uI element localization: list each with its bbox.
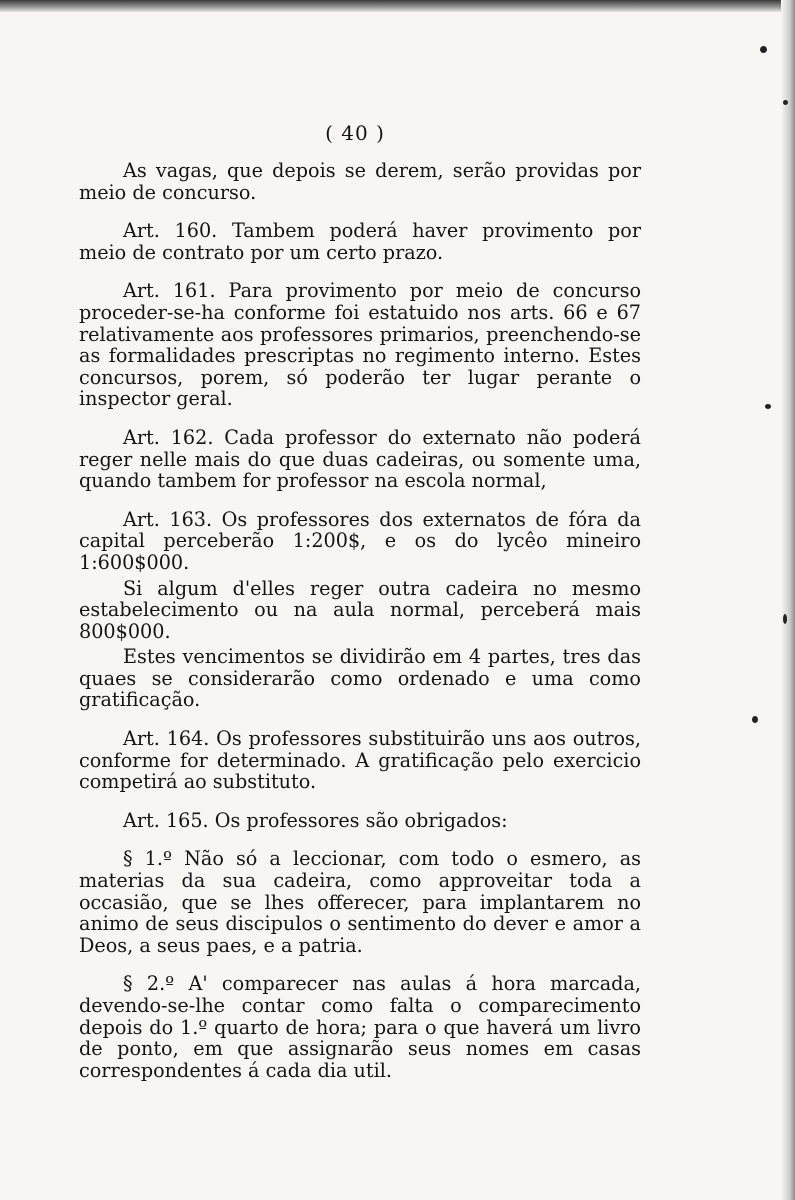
paragraph-art-161: Art. 161. Para provimento por meio de concurso proceder-se-ha conforme foi estatuido nos arts. 66 e 67 relativamente aos professores primarios, preenchendo-se as formalidades prescriptas no regimento interno. Estes concursos, porem, só poderão ter lugar perante o inspector geral. <box>79 279 641 411</box>
ink-speck <box>783 100 788 105</box>
paragraph-art-162: Art. 162. Cada professor do externato não poderá reger nelle mais do que duas cadeiras, ou somente uma, quando tambem for professor na escola normal, <box>79 425 641 493</box>
ink-speck <box>783 614 787 624</box>
paragraph-vagas: As vagas, que depois se derem, serão providas por meio de concurso. <box>79 159 641 204</box>
paragraph-art-163: Art. 163. Os professores dos externatos de fóra da capital perceberão 1:200$, e os do lycêo mineiro 1:600$000. <box>79 507 641 574</box>
ink-speck <box>765 404 771 409</box>
ink-speck <box>752 716 758 723</box>
paragraph-art-163-vencimentos: Estes vencimentos se dividirão em 4 partes, tres das quaes se considerarão como ordenado e uma como gratificação. <box>79 645 641 712</box>
scan-right-edge <box>781 0 795 1200</box>
paragraph-section-2: § 2.º A' comparecer nas aulas á hora marcada, devendo-se-lhe contar como falta o comparecimento depois do 1.º quarto de hora; para o que haverá um livro de ponto, em que assignarão seus nomes em casas correspondentes á cada dia util. <box>79 972 641 1082</box>
ink-speck <box>760 46 767 53</box>
paragraph-art-165: Art. 165. Os professores são obrigados: <box>123 808 508 832</box>
body-text <box>79 160 641 1081</box>
scan-top-edge <box>0 0 795 12</box>
paragraph-art-164: Art. 164. Os professores substituirão uns aos outros, conforme for determinado. A gratificação pelo exercicio competirá ao substituto. <box>79 727 641 794</box>
paragraph-section-1: § 1.º Não só a leccionar, com todo o esmero, as materias da sua cadeira, como approveitar toda a occasião, que se lhes offerecer, para implantarem no animo de seus discipulos o sentimento do dever e amor a Deos, a seus paes, e a patria. <box>79 847 641 957</box>
page-number: ( 40 ) <box>325 121 385 145</box>
paragraph-art-163-si: Si algum d'elles reger outra cadeira no mesmo estabelecimento ou na aula normal, perceberá mais 800$000. <box>79 576 641 643</box>
paragraph-art-160: Art. 160. Tambem poderá haver provimento por meio de contrato por um certo prazo. <box>79 219 641 264</box>
